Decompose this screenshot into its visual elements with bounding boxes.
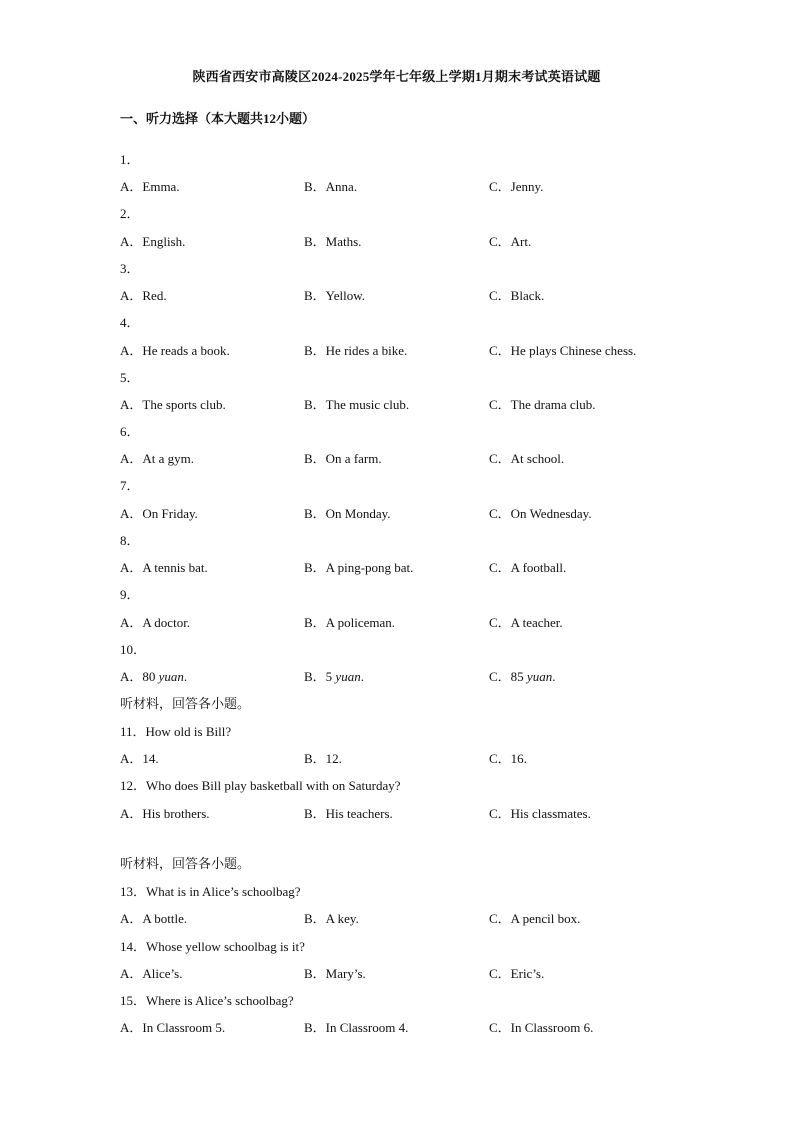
option-a: A．His brothers. bbox=[120, 806, 210, 821]
option-b: B．On Monday. bbox=[304, 506, 391, 521]
option-a: A．A tennis bat. bbox=[120, 560, 208, 575]
question-number: 3． bbox=[120, 261, 140, 276]
option-c: C．The drama club. bbox=[489, 397, 596, 412]
option-b: B．He rides a bike. bbox=[304, 343, 408, 358]
question-number: 7． bbox=[120, 478, 140, 493]
exam-title: 陕西省西安市高陵区2024-2025学年七年级上学期1月期末考试英语试题 bbox=[192, 69, 601, 84]
question-number: 2． bbox=[120, 206, 140, 221]
option-a: A．English. bbox=[120, 234, 186, 249]
question-number: 10． bbox=[120, 642, 147, 657]
option-b: B．Yellow. bbox=[304, 288, 366, 303]
option-c bbox=[489, 666, 555, 685]
option-b-suffix: . bbox=[360, 669, 364, 684]
section-heading: 一、听力选择（本大题共12小题） bbox=[120, 111, 316, 126]
option-b-unit: yuan bbox=[335, 669, 361, 684]
option-c: C．At school. bbox=[489, 451, 565, 466]
question-number: 4． bbox=[120, 315, 140, 330]
option-a: A．Red. bbox=[120, 288, 167, 303]
option-c: C．On Wednesday. bbox=[489, 506, 592, 521]
option-b: B．A key. bbox=[304, 911, 359, 926]
option-c: C．A teacher. bbox=[489, 615, 563, 630]
option-b: B．On a farm. bbox=[304, 451, 382, 466]
option-b: B．Anna. bbox=[304, 179, 358, 194]
option-a: A．On Friday. bbox=[120, 506, 198, 521]
option-a-prefix: A．80 bbox=[120, 669, 159, 684]
option-b: B．Mary’s. bbox=[304, 966, 366, 981]
option-c: C．A pencil box. bbox=[489, 911, 581, 926]
option-c: C．16. bbox=[489, 751, 527, 766]
option-c: C．A football. bbox=[489, 560, 567, 575]
question-text: 15．Where is Alice’s schoolbag? bbox=[120, 993, 294, 1008]
option-b: B．In Classroom 4. bbox=[304, 1020, 409, 1035]
option-b: B．12. bbox=[304, 751, 342, 766]
option-a: A．A doctor. bbox=[120, 615, 191, 630]
option-a: A．Emma. bbox=[120, 179, 180, 194]
option-b: B．Maths. bbox=[304, 234, 362, 249]
option-b: B．His teachers. bbox=[304, 806, 393, 821]
option-a: A．14. bbox=[120, 751, 159, 766]
option-c: C．Eric’s. bbox=[489, 966, 545, 981]
option-a: A．He reads a book. bbox=[120, 343, 230, 358]
question-number: 6． bbox=[120, 424, 140, 439]
option-a: A．At a gym. bbox=[120, 451, 195, 466]
option-c: C．Black. bbox=[489, 288, 545, 303]
option-b-prefix: B．5 bbox=[304, 669, 336, 684]
option-c-prefix: C．85 bbox=[489, 669, 527, 684]
question-number: 1． bbox=[120, 152, 140, 167]
option-b: B．A ping-pong bat. bbox=[304, 560, 414, 575]
question-number: 5． bbox=[120, 370, 140, 385]
listening-instruction: 听材料，回答各小题。 bbox=[120, 696, 251, 711]
option-a-unit: yuan bbox=[158, 669, 184, 684]
option-a-suffix: . bbox=[183, 669, 188, 684]
option-c: C．In Classroom 6. bbox=[489, 1020, 594, 1035]
option-b: B．The music club. bbox=[304, 397, 410, 412]
option-b: B．A policeman. bbox=[304, 615, 395, 630]
option-c: C．He plays Chinese chess. bbox=[489, 343, 637, 358]
option-a: A．A bottle. bbox=[120, 911, 188, 926]
option-a: A．In Classroom 5. bbox=[120, 1020, 226, 1035]
option-a: A．The sports club. bbox=[120, 397, 226, 412]
option-a bbox=[120, 666, 187, 685]
question-number: 8． bbox=[120, 533, 140, 548]
option-c: C．His classmates. bbox=[489, 806, 591, 821]
question-text: 13．What is in Alice’s schoolbag? bbox=[120, 884, 301, 899]
option-b bbox=[304, 666, 364, 685]
question-number: 9． bbox=[120, 587, 140, 602]
listening-instruction: 听材料，回答各小题。 bbox=[120, 856, 251, 871]
question-text: 11．How old is Bill? bbox=[120, 724, 232, 739]
option-c-suffix: . bbox=[552, 669, 556, 684]
option-c: C．Jenny. bbox=[489, 179, 544, 194]
option-c: C．Art. bbox=[489, 234, 532, 249]
question-text: 12．Who does Bill play basketball with on Saturday? bbox=[120, 778, 401, 793]
question-text: 14．Whose yellow schoolbag is it? bbox=[120, 939, 305, 954]
option-a: A．Alice’s. bbox=[120, 966, 183, 981]
option-c-unit: yuan bbox=[526, 669, 553, 684]
